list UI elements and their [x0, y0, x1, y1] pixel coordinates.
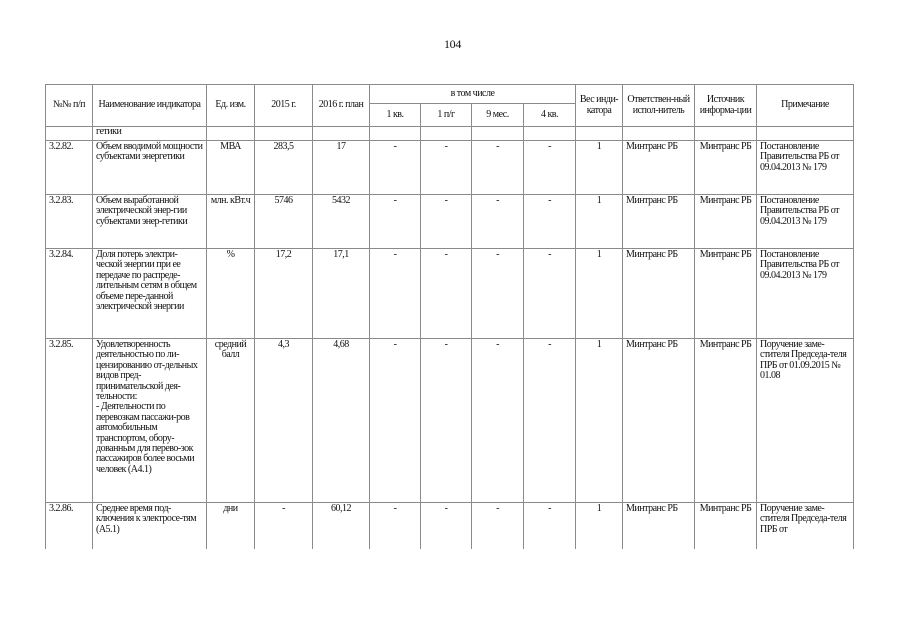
- row-q1: -: [370, 503, 421, 550]
- row-name: Объем вводимой мощности субъектами энергетики: [93, 141, 207, 195]
- row-name: Доля потерь электри-ческой энергии при ее передаче по распреде-лительным сетям в общем объеме пере-данной электрической энергии: [93, 249, 207, 339]
- header-2015: 2015 г.: [255, 85, 313, 127]
- row-note: Постановление Правительства РБ от 09.04.2013 № 179: [757, 195, 854, 249]
- header-h1: 1 п/г: [421, 104, 472, 127]
- row-responsible: Минтранс РБ: [623, 141, 695, 195]
- table-row: [46, 195, 854, 249]
- row-unit: %: [207, 249, 255, 339]
- header-num: №№ п/п: [46, 85, 93, 127]
- row-2015: 283,5: [255, 141, 313, 195]
- row-q4: -: [524, 339, 576, 503]
- header-note: Примечание: [757, 85, 854, 127]
- row-num: 3.2.83.: [46, 195, 93, 249]
- table-row: [46, 249, 854, 339]
- row-2015: 5746: [255, 195, 313, 249]
- row-9m: -: [472, 249, 524, 339]
- row-source: Минтранс РБ: [695, 141, 757, 195]
- header-weight: Вес инди-катора: [576, 85, 623, 127]
- row-name: Среднее время под-ключения к электросе-тям (А5.1): [93, 503, 207, 550]
- row-source: Минтранс РБ: [695, 339, 757, 503]
- header-source: Источник информа-ции: [695, 85, 757, 127]
- indicators-table: [45, 84, 854, 549]
- row-weight: 1: [576, 503, 623, 550]
- row-9m: -: [472, 141, 524, 195]
- header-9m: 9 мес.: [472, 104, 524, 127]
- row-name: Удовлетворенность деятельностью по ли-цензированию от-дельных видов пред-принимательской дея-тельности: - Деятельности по перевозкам пассажи-ров автомобильным транспортом, обору-дованным для перево-зок пассажиров более восьми человек (А4.1): [93, 339, 207, 503]
- row-h1: -: [421, 195, 472, 249]
- row-2016: 17: [313, 141, 370, 195]
- row-q4: -: [524, 195, 576, 249]
- header-unit: Ед. изм.: [207, 85, 255, 127]
- row-unit: МВА: [207, 141, 255, 195]
- row-responsible: Минтранс РБ: [623, 249, 695, 339]
- row-q4: -: [524, 141, 576, 195]
- header-q4: 4 кв.: [524, 104, 576, 127]
- row-2016: 5432: [313, 195, 370, 249]
- row-unit: средний балл: [207, 339, 255, 503]
- row-responsible: Минтранс РБ: [623, 195, 695, 249]
- header-name: Наименование индикатора: [93, 85, 207, 127]
- row-h1: -: [421, 141, 472, 195]
- row-9m: -: [472, 195, 524, 249]
- row-source: Минтранс РБ: [695, 503, 757, 550]
- row-note: Поручение заме-стителя Председа-теля ПРБ от 01.09.2015 № 01.08: [757, 339, 854, 503]
- row-2016: 4,68: [313, 339, 370, 503]
- row-2016: 17,1: [313, 249, 370, 339]
- row-h1: -: [421, 503, 472, 550]
- row-weight: 1: [576, 249, 623, 339]
- row-weight: 1: [576, 339, 623, 503]
- row-h1: -: [421, 339, 472, 503]
- row-num: 3.2.86.: [46, 503, 93, 550]
- row-q4: -: [524, 249, 576, 339]
- row-q1: -: [370, 249, 421, 339]
- row-note: Поручение заме-стителя Председа-теля ПРБ от: [757, 503, 854, 550]
- row-q1: -: [370, 195, 421, 249]
- continuation-text: гетики: [93, 127, 207, 141]
- row-2015: 4,3: [255, 339, 313, 503]
- row-q1: -: [370, 339, 421, 503]
- page-number: 104: [443, 37, 462, 51]
- row-9m: -: [472, 503, 524, 550]
- header-q1: 1 кв.: [370, 104, 421, 127]
- header-2016-plan: 2016 г. план: [313, 85, 370, 127]
- row-weight: 1: [576, 141, 623, 195]
- row-responsible: Минтранс РБ: [623, 339, 695, 503]
- row-2016: 60,12: [313, 503, 370, 550]
- row-unit: млн. кВт.ч: [207, 195, 255, 249]
- row-source: Минтранс РБ: [695, 249, 757, 339]
- row-9m: -: [472, 339, 524, 503]
- row-2015: 17,2: [255, 249, 313, 339]
- header-responsible: Ответствен-ный испол-нитель: [623, 85, 695, 127]
- header-row: [46, 85, 854, 104]
- row-2015: -: [255, 503, 313, 550]
- row-note: Постановление Правительства РБ от 09.04.2013 № 179: [757, 249, 854, 339]
- row-q1: -: [370, 141, 421, 195]
- row-weight: 1: [576, 195, 623, 249]
- row-h1: -: [421, 249, 472, 339]
- table-row: [46, 503, 854, 550]
- table-row: [46, 141, 854, 195]
- row-name: Объем выработанной электрической энер-гии субъектами энер-гетики: [93, 195, 207, 249]
- header-including: в том числе: [370, 85, 576, 104]
- table-row: [46, 339, 854, 503]
- row-q4: -: [524, 503, 576, 550]
- row-unit: дни: [207, 503, 255, 550]
- table-row-continuation: [46, 127, 854, 141]
- row-num: 3.2.84.: [46, 249, 93, 339]
- row-num: 3.2.85.: [46, 339, 93, 503]
- row-num: 3.2.82.: [46, 141, 93, 195]
- row-note: Постановление Правительства РБ от 09.04.2013 № 179: [757, 141, 854, 195]
- row-source: Минтранс РБ: [695, 195, 757, 249]
- row-responsible: Минтранс РБ: [623, 503, 695, 550]
